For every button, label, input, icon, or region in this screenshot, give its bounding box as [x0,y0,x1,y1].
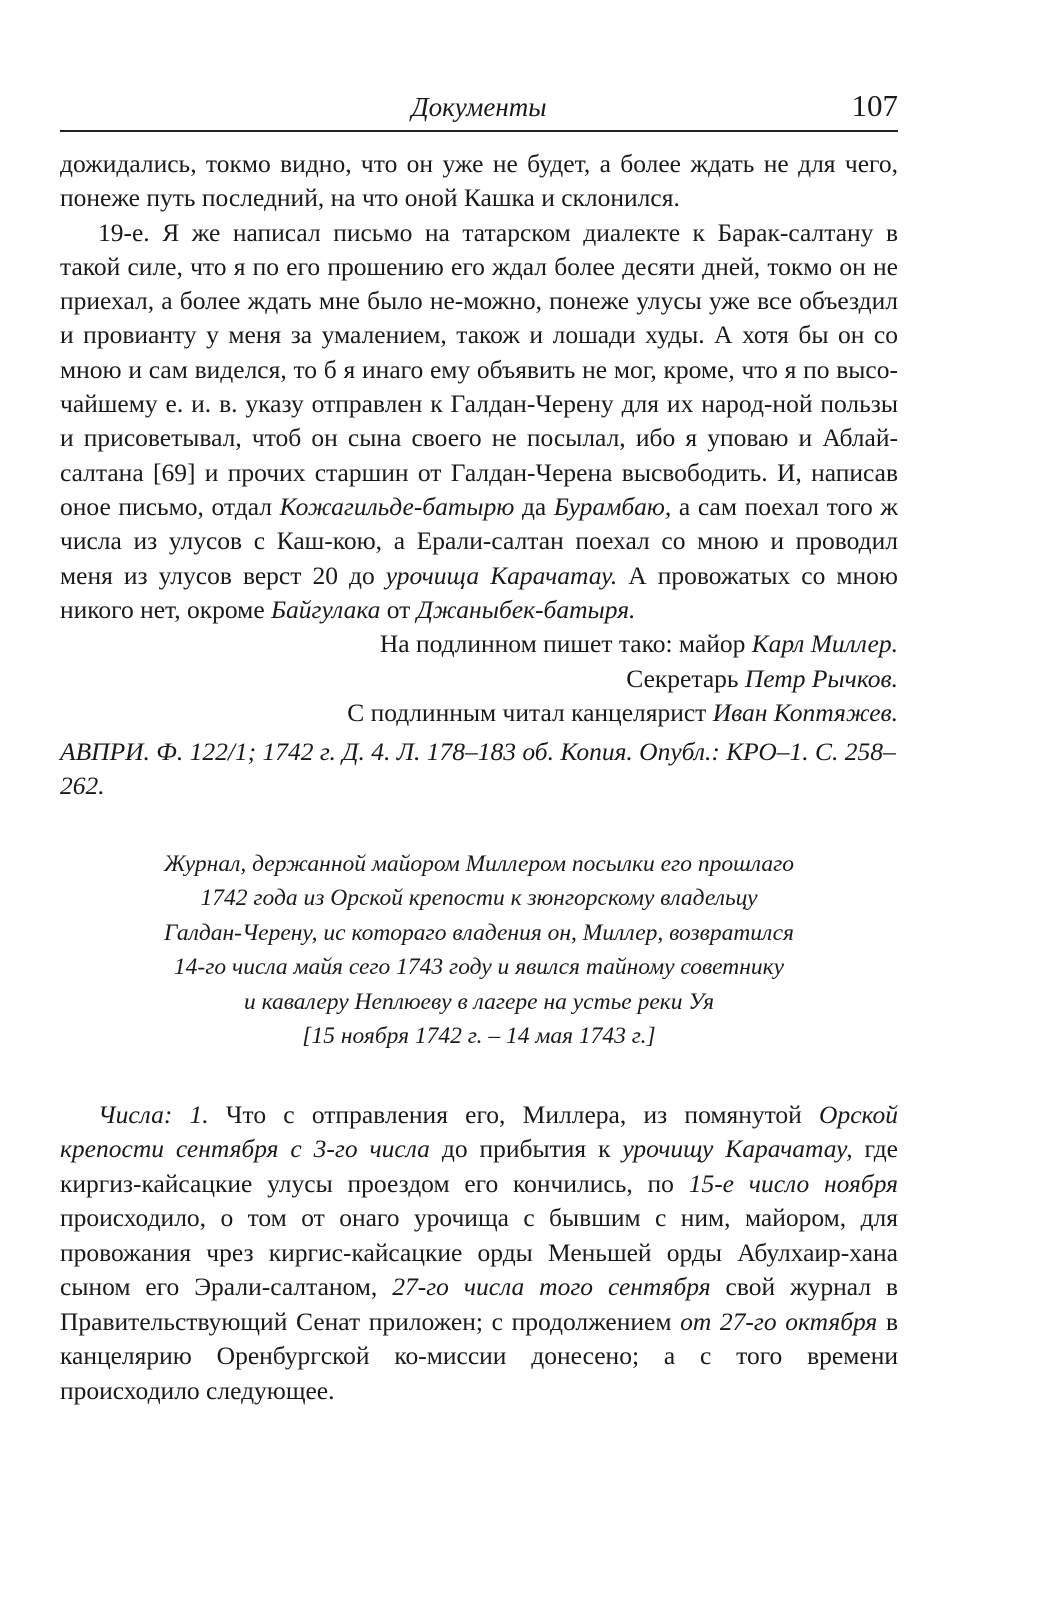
document-heading [60,847,898,1054]
signature-line [60,696,898,731]
page [60,80,898,1434]
signature-text: Секретарь [626,663,745,693]
archive-source: АВПРИ. Ф. 122/1; 1742 г. Д. 4. Л. 178–183 об. Копия. Опубл.: КРО–1. С. 258–262. [60,736,896,800]
signature-line [60,627,898,662]
paragraph-19 [60,216,898,628]
signature-name: Петр Рычков. [744,663,898,693]
text-run: 19-е. Я же написал письмо на татарском диалекте к Барак-салтану в такой силе, что я по его прошению его ждал более десяти дней, токмо он не приехал, а более ждать мне было не-можно, понеже улусы уже все объездил и провианту у меня за умалением, також и лошади худы. А хотя бы он со мною и сам виделся, то б я инаго ему объявить не мог, кроме, что я по высо-чайшему е. и. в. указу отправлен к Галдан-Черену для их народ-ной пользы и присоветывал, чтоб он сына своего не посылал, ибо я уповаю и Аблай-салтана [69] и прочих старшин от Галдан-Черена высвободить. И, написав оное письмо, отдал [60,217,898,521]
heading-line: Журнал, держанной майором Миллером посылки его прошлаго [163,850,795,877]
italic-run: 15-е число ноября [688,1168,898,1198]
paragraph-continued: дожидались, токмо видно, что он уже не будет, а более ждать не для чего, понеже путь последний, на что оной Кашка и склонился. [60,149,898,213]
signature-line [60,662,898,697]
italic-name: Байгулака [271,594,381,624]
text-run: до прибытия к [429,1134,623,1164]
text-run: да [514,491,554,521]
heading-line: 1742 года из Орской крепости к зюнгорскому владельцу [200,885,758,912]
text-run: где киргиз-кайсацкие улусы проездом его кончились, по [60,1134,899,1198]
signature-name: Иван Коптяжев. [712,698,898,728]
heading-dates: [15 ноября 1742 г. – 14 мая 1743 г.] [302,1023,656,1050]
journal-entry [60,1098,898,1409]
italic-run: от 27-го октября [680,1306,878,1336]
heading-line: и кавалеру Неплюеву в лагере на устье реки Уя [243,988,715,1015]
text-run: А провожатых со мною никого нет, окроме [60,560,898,624]
body-text [60,147,898,627]
signature-name: Карл Миллер. [751,629,898,659]
running-head [60,80,898,132]
running-title: Документы [411,92,547,122]
italic-place: урочищу Карачатау, [622,1134,853,1164]
text-run: происходило, о том от онаго урочища с бывшим с ним, майором, для провожания чрез киргис-кайсацкие орды Меньшей орды Абулхаир-хана сыном его Эрали-салтаном, [60,1203,898,1302]
italic-name: Кожагильде-батырю [279,491,515,521]
italic-run: Орской крепости сентября с 3-го числа [60,1099,898,1164]
italic-place: урочища Карачатау. [385,560,618,590]
italic-run: 27-го числа того сентября [392,1272,711,1302]
text-run: от [380,594,417,624]
signature-text: На подлинном пишет тако: майор [379,629,752,659]
entry-label: Числа: 1. [98,1099,209,1129]
text-run: а сам поехал того ж числа из улусов с Каш-кою, а Ерали-салтан поехал со мною и проводил меня из улусов верст 20 до [60,491,898,590]
text-run: свой журнал в Правительствующий Сенат приложен; с продолжением [60,1272,899,1336]
heading-line: Галдан-Черену, ис котораго владения он, Миллер, возвратился [164,919,794,946]
text-run: в канцелярию Оренбургской ко-миссии донесено; а с того времени происходило следующее. [60,1306,898,1405]
page-number: 107 [851,88,898,123]
heading-line: 14-го числа майя сего 1743 году и явился тайному советнику [173,954,785,981]
italic-name: Бурамбаю, [553,491,672,521]
italic-name: Джаныбек-батыря. [416,594,636,624]
text-run: Что с отправления его, Миллера, из помянутой [208,1099,820,1129]
signature-text: С подлинным читал канцелярист [347,698,713,728]
